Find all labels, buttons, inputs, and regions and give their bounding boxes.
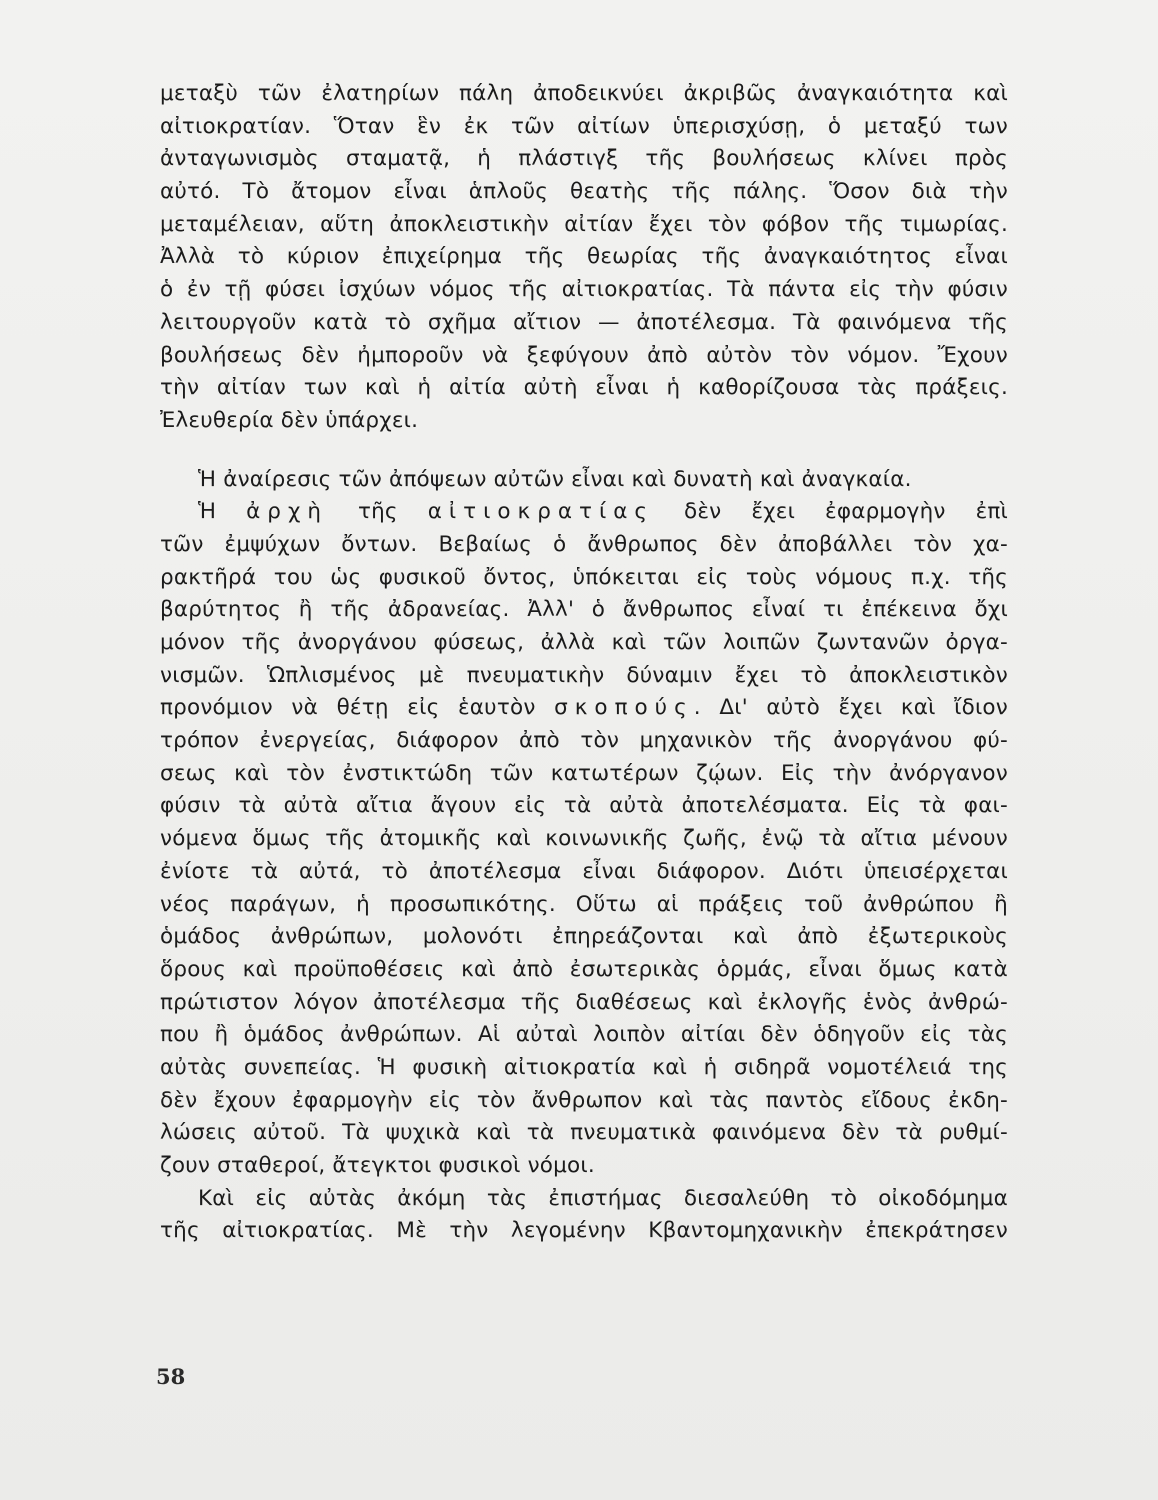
text-line: βουλήσεως δὲν ἠμποροῦν νὰ ξεφύγουν ἀπὸ αὐτὸν τὸν νόμον. Ἔχουν	[160, 342, 1008, 368]
text-line: σεως καὶ τὸν ἐνστικτώδη τῶν κατωτέρων ζῴων. Εἰς τὴν ἀνόργανον	[160, 760, 1008, 786]
text-line: ὁμάδος ἀνθρώπων, μολονότι ἐπηρεάζονται καὶ ἀπὸ ἐξωτερικοὺς	[160, 924, 1008, 950]
text-line: τὴν αἰτίαν των καὶ ἡ αἰτία αὐτὴ εἶναι ἡ καθορίζουσα τὰς πράξεις.	[160, 375, 1008, 401]
page-body-text	[160, 78, 1008, 1248]
text-line: ἀνταγωνισμὸς σταματᾷ, ἡ πλάστιγξ τῆς βουλήσεως κλίνει πρὸς	[160, 146, 1008, 172]
text-run: δὲν ἔχει ἐφαρμογὴν ἐπὶ	[654, 499, 1009, 525]
text-line: λειτουργοῦν κατὰ τὸ σχῆμα αἴτιον — ἀποτέλεσμα. Τὰ φαινόμενα τῆς	[160, 309, 1008, 335]
paragraph-2	[160, 464, 1008, 497]
text-line: φύσιν τὰ αὐτὰ αἴτια ἄγουν εἰς τὰ αὐτὰ ἀποτελέσματα. Εἰς τὰ φαι-	[160, 793, 1008, 819]
text-line: αὐτὰς συνεπείας. Ἡ φυσικὴ αἰτιοκρατία καὶ ἡ σιδηρᾶ νομοτέλειά της	[160, 1054, 1008, 1080]
text-line: ὁ ἐν τῇ φύσει ἰσχύων νόμος τῆς αἰτιοκρατίας. Τὰ πάντα εἰς τὴν φύσιν	[160, 277, 1008, 303]
spaced-emphasis: ἀρχὴ	[246, 499, 328, 525]
text-line: ρακτῆρά του ὡς φυσικοῦ ὄντος, ὑπόκειται εἰς τοὺς νόμους π.χ. τῆς	[160, 564, 1008, 590]
text-line: που ἢ ὁμάδος ἀνθρώπων. Αἱ αὐταὶ λοιπὸν αἰτίαι δὲν ὁδηγοῦν εἰς τὰς	[160, 1022, 1008, 1048]
text-line: νισμῶν. Ὡπλισμένος μὲ πνευματικὴν δύναμιν ἔχει τὸ ἀποκλειστικὸν	[160, 662, 1008, 688]
text-line: τρόπον ἐνεργείας, διάφορον ἀπὸ τὸν μηχανικὸν τῆς ἀνοργάνου φύ-	[160, 728, 1008, 754]
text-line: μεταμέλειαν, αὕτη ἀποκλειστικὴν αἰτίαν ἔχει τὸν φόβον τῆς τιμωρίας.	[160, 211, 1008, 237]
text-run: . Δι' αὐτὸ ἔχει καὶ ἴδιον	[693, 695, 1008, 721]
text-run: τῆς	[328, 499, 428, 525]
text-line: λώσεις αὐτοῦ. Τὰ ψυχικὰ καὶ τὰ πνευματικὰ φαινόμενα δὲν τὰ ρυθμί-	[160, 1120, 1008, 1146]
text-line: τῶν ἐμψύχων ὄντων. Βεβαίως ὁ ἄνθρωπος δὲν ἀποβάλλει τὸν χα-	[160, 531, 1008, 557]
text-line: Ἡ ἀναίρεσις τῶν ἀπόψεων αὐτῶν εἶναι καὶ δυνατὴ καὶ ἀναγκαία.	[198, 466, 912, 492]
text-line-first	[160, 496, 1008, 529]
paragraph-4	[160, 1183, 1008, 1248]
text-line-mixed	[160, 692, 1008, 725]
spaced-emphasis: σκοπούς	[554, 695, 694, 721]
text-line: νόμενα ὅμως τῆς ἀτομικῆς καὶ κοινωνικῆς ζωῆς, ἐνῷ τὰ αἴτια μένουν	[160, 826, 1008, 852]
paragraph-3	[160, 496, 1008, 1182]
text-line: Ἀλλὰ τὸ κύριον ἐπιχείρημα τῆς θεωρίας τῆς ἀναγκαιότητος εἶναι	[160, 244, 1008, 270]
text-line: μόνον τῆς ἀνοργάνου φύσεως, ἀλλὰ καὶ τῶν λοιπῶν ζωντανῶν ὀργα-	[160, 630, 1008, 655]
text-line: βαρύτητος ἢ τῆς ἀδρανείας. Ἀλλ' ὁ ἄνθρωπος εἶναί τι ἐπέκεινα ὄχι	[160, 597, 1008, 623]
text-line: αὐτό. Τὸ ἄτομον εἶναι ἁπλοῦς θεατὴς τῆς πάλης. Ὅσον διὰ τὴν	[160, 179, 1008, 205]
text-line: τῆς αἰτιοκρατίας. Μὲ τὴν λεγομένην Κβαντομηχανικὴν ἐπεκράτησεν	[160, 1218, 1008, 1244]
spaced-emphasis: αἰτιοκρατίας	[427, 499, 655, 525]
text-line: μεταξὺ τῶν ἐλατηρίων πάλη ἀποδεικνύει ἀκριβῶς ἀναγκαιότητα καὶ	[160, 81, 1008, 106]
text-line: ἐνίοτε τὰ αὐτά, τὸ ἀποτέλεσμα εἶναι διάφορον. Διότι ὑπεισέρχεται	[160, 858, 1008, 884]
text-run: προνόμιον νὰ θέτῃ εἰς ἑαυτὸν	[160, 695, 555, 721]
text-line: νέος παράγων, ἡ προσωπικότης. Οὕτω αἱ πράξεις τοῦ ἀνθρώπου ἢ	[160, 891, 1008, 917]
text-line: πρώτιστον λόγον ἀποτέλεσμα τῆς διαθέσεως καὶ ἐκλογῆς ἑνὸς ἀνθρώ-	[160, 989, 1008, 1015]
paragraph-1	[160, 78, 1008, 438]
page-number: 58	[156, 1364, 186, 1389]
text-run: Ἡ	[198, 499, 247, 525]
text-line: ὅρους καὶ προϋποθέσεις καὶ ἀπὸ ἐσωτερικὰς ὁρμάς, εἶναι ὅμως κατὰ	[160, 956, 1008, 982]
text-line: Ἐλευθερία δὲν ὑπάρχει.	[160, 407, 419, 433]
text-line: Καὶ εἰς αὐτὰς ἀκόμη τὰς ἐπιστήμας διεσαλεύθη τὸ οἰκοδόμημα	[198, 1185, 1008, 1211]
text-line: δὲν ἔχουν ἐφαρμογὴν εἰς τὸν ἄνθρωπον καὶ τὰς παντὸς εἴδους ἐκδη-	[160, 1087, 1008, 1113]
paragraph-gap	[160, 438, 1008, 464]
text-line: ζουν σταθεροί, ἄτεγκτοι φυσικοὶ νόμοι.	[160, 1153, 595, 1178]
text-line: αἰτιοκρατίαν. Ὅταν ἓν ἐκ τῶν αἰτίων ὑπερισχύσῃ, ὁ μεταξύ των	[160, 113, 1008, 139]
